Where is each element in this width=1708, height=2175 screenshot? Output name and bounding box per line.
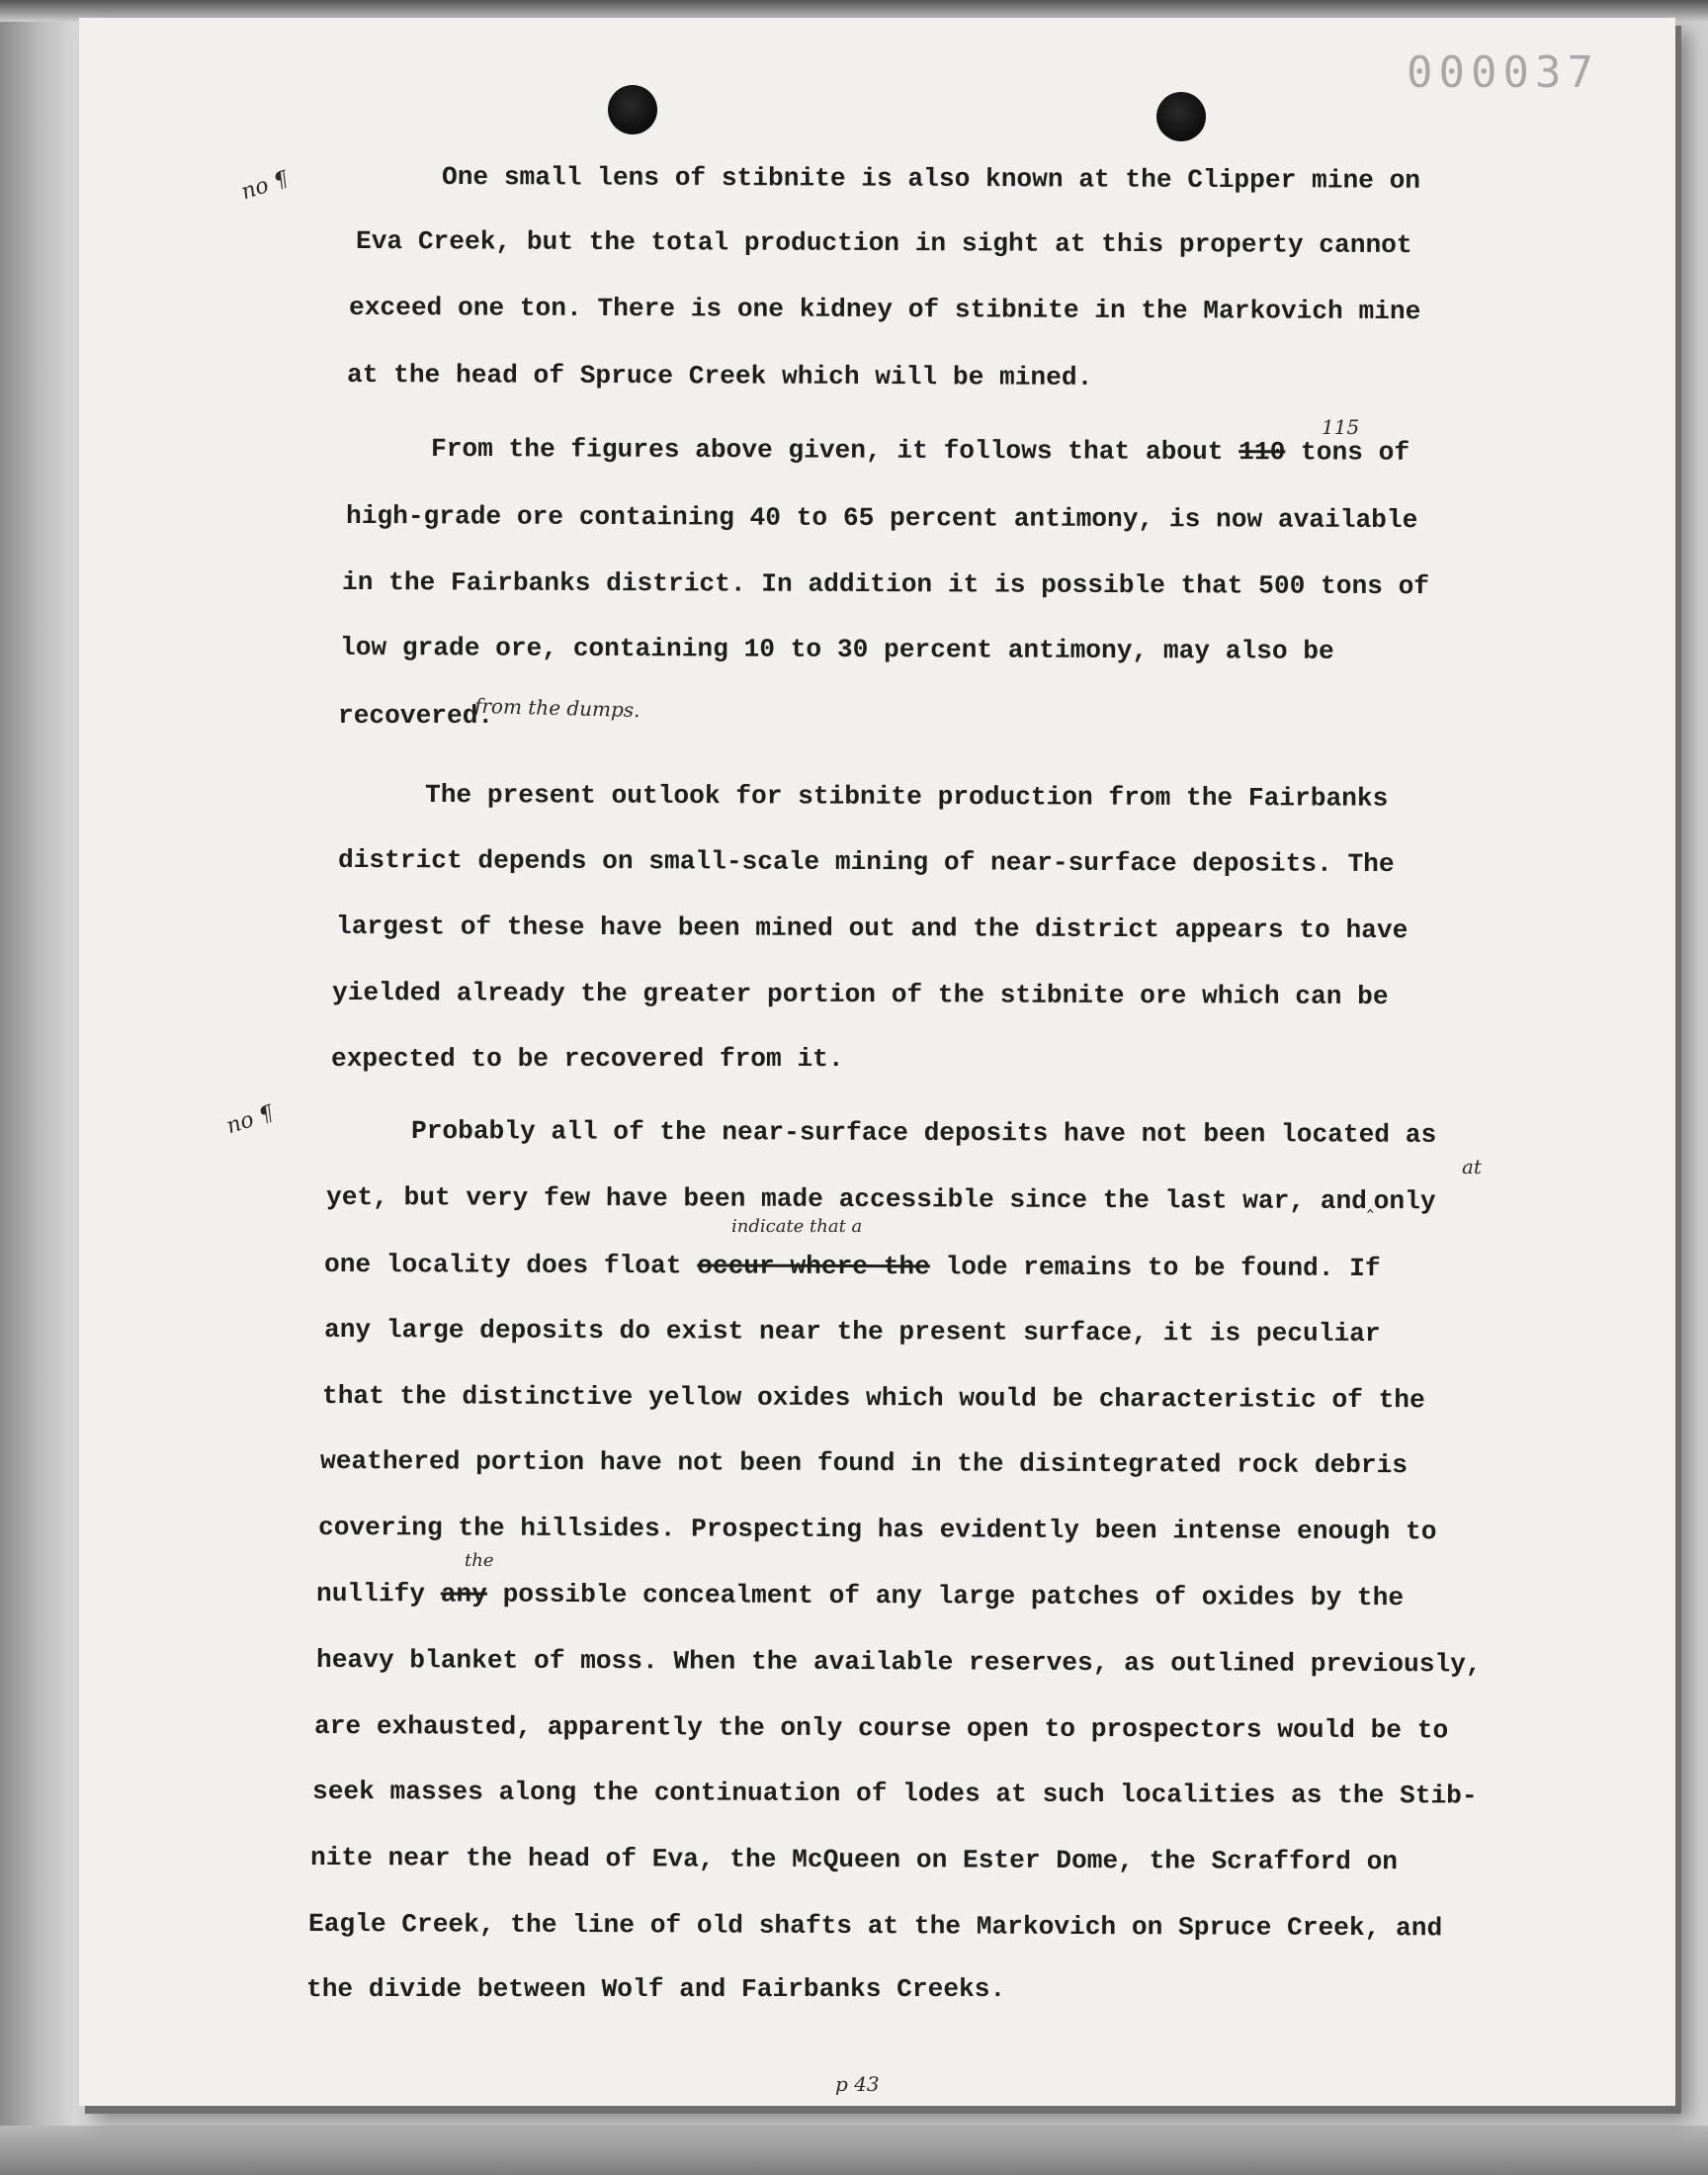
text-line: heavy blanket of moss. When the available reserves, as outlined previously, xyxy=(315,1645,1482,1680)
text-line: weathered portion have not been found in the disintegrated rock debris xyxy=(319,1446,1409,1481)
text-line: in the Fairbanks district. In addition it is possible that 500 tons of xyxy=(341,567,1430,602)
text-line: recovered. xyxy=(338,701,494,731)
text-line: covering the hillsides. Prospecting has evidently been intense enough to xyxy=(317,1513,1437,1547)
text-line: yielded already the greater portion of the stibnite ore which can be xyxy=(331,978,1389,1012)
text-line: high-grade ore containing 40 to 65 percent antimony, is now available xyxy=(345,501,1418,536)
handwritten-insert: at xyxy=(1462,1155,1482,1178)
text-line: Eagle Creek, the line of old shafts at the Markovich on Spruce Creek, and xyxy=(307,1909,1443,1944)
scan-shadow-bottom xyxy=(0,2126,1708,2175)
margin-note-no-paragraph: no ¶ xyxy=(238,166,292,206)
handwritten-insert: the xyxy=(465,1550,494,1571)
text-line: nite near the head of Eva, the McQueen on Ester Dome, the Scrafford on xyxy=(309,1843,1399,1877)
text-line: at the head of Spruce Creek which will be mined. xyxy=(346,360,1093,392)
page-stamp-number: 000037 xyxy=(1407,47,1599,98)
text-line: any large deposits do exist near the present surface, it is peculiar xyxy=(323,1315,1381,1349)
text-line: one locality does float occur where the lode remains to be found. If xyxy=(323,1250,1381,1284)
text-line: district depends on small-scale mining of near-surface deposits. The xyxy=(337,845,1395,880)
margin-note-no-paragraph: no ¶ xyxy=(223,1100,277,1140)
text-line: exceed one ton. There is one kidney of stibnite in the Markovich mine xyxy=(348,293,1421,327)
struck-text: 110 xyxy=(1238,437,1286,468)
text-line: are exhausted, apparently the only course open to prospectors would be to xyxy=(313,1711,1449,1746)
text-line: that the distinctive yellow oxides which would be characteristic of the xyxy=(321,1381,1425,1416)
text-line: One small lens of stibnite is also known at the Clipper mine on xyxy=(441,162,1421,196)
struck-text: any xyxy=(440,1579,487,1610)
struck-text: occur where the xyxy=(697,1251,930,1282)
handwritten-insert: indicate that a xyxy=(731,1216,863,1237)
punch-hole-right xyxy=(1156,92,1206,141)
text-line: largest of these have been mined out and the district appears to have xyxy=(335,912,1409,946)
page-note-handwritten: p 43 xyxy=(835,2072,880,2096)
handwritten-insert: from the dumps. xyxy=(473,693,640,723)
text-line: the divide between Wolf and Fairbanks Creeks. xyxy=(306,1974,1006,2004)
text-line: Eva Creek, but the total production in sight at this property cannot xyxy=(355,226,1412,261)
punch-hole-left xyxy=(608,85,657,134)
document-page xyxy=(79,18,1675,2106)
text-line: yet, but very few have been made accessible since the last war, and‸only xyxy=(325,1182,1436,1217)
text-line: nullify any possible concealment of any large patches of oxides by the xyxy=(315,1579,1405,1613)
text-line: expected to be recovered from it. xyxy=(331,1044,844,1074)
text-line: seek masses along the continuation of lodes at such localities as the Stib- xyxy=(311,1777,1478,1811)
text-line: low grade ore, containing 10 to 30 percent antimony, may also be xyxy=(339,633,1334,666)
text-line: Probably all of the near-surface deposits have not been located as xyxy=(410,1116,1437,1150)
text-line: From the figures above given, it follows that about 110 tons of xyxy=(430,434,1410,468)
handwritten-insert: 115 xyxy=(1322,415,1360,439)
text-line: The present outlook for stibnite production from the Fairbanks xyxy=(424,780,1389,814)
